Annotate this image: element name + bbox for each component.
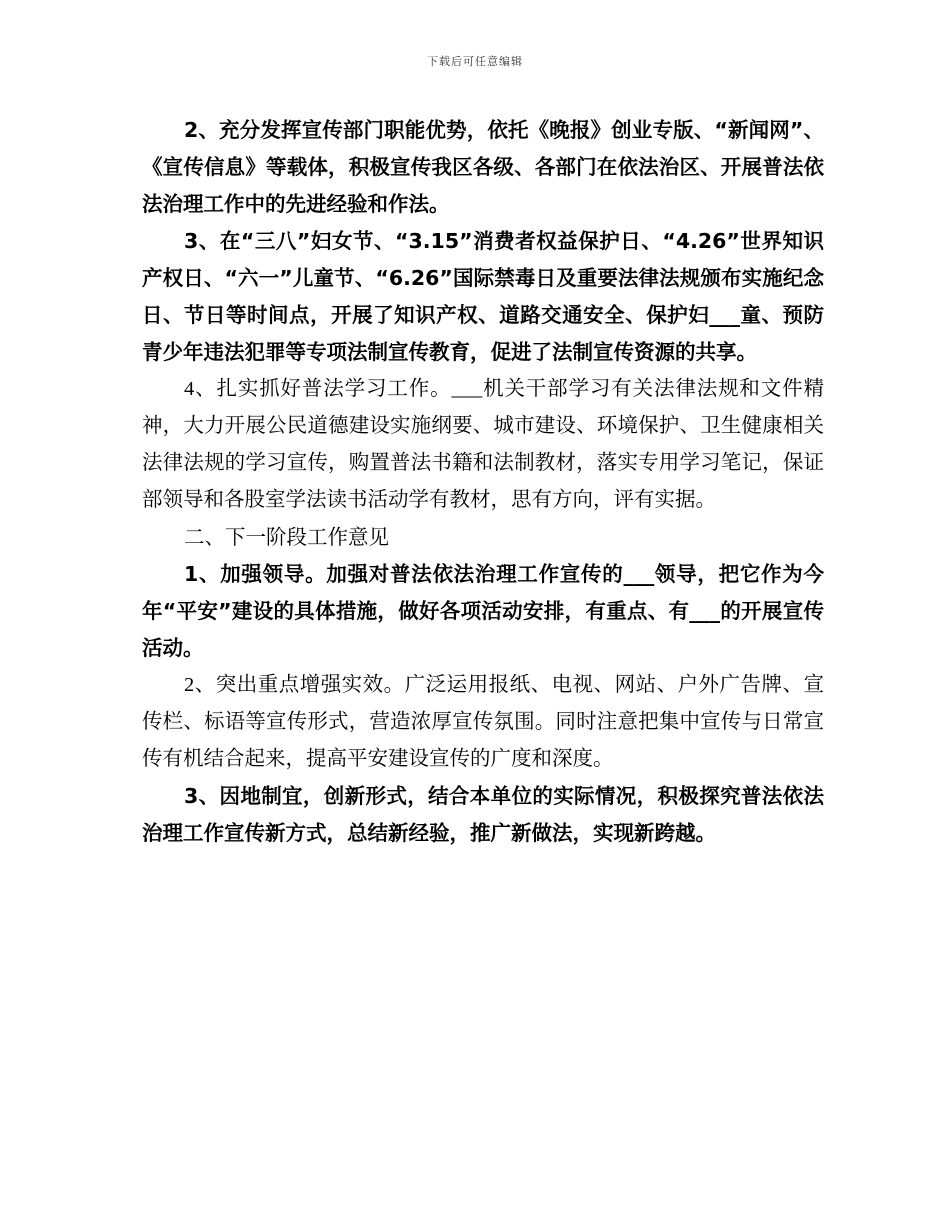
paragraph-2: 3、在“三八”妇女节、“3.15”消费者权益保护日、“4.26”世界知识产权日、“六一”儿童节、“6.26”国际禁毒日及重要法律法规颁布实施纪念日、节日等时间点，开展了知识产权、道路交通安全、保护妇___童、预防青少年违法犯罪等专项法制宣传教育，促进了法制宣传资源的共享。 — [142, 229, 824, 364]
paragraph-3 — [142, 371, 824, 519]
paragraph-7: 3、因地制宜，创新形式，结合本单位的实际情况，积极探究普法依法治理工作宣传新方式，总结新经验，推广新做法，实现新跨越。 — [142, 784, 824, 845]
paragraph-1: 2、充分发挥宣传部门职能优势，依托《晚报》创业专版、“新闻网”、《宣传信息》等载体，积极宣传我区各级、各部门在依法治区、开展普法依法治理工作中的先进经验和作法。 — [142, 118, 824, 216]
paragraph-3-body: ___机关干部学习有关法律法规和文件精神，大力开展公民道德建设实施纲要、城市建设、环境保护、卫生健康相关法律法规的学习宣传，购置普法书籍和法制教材，落实专用学习笔记，保证部领导和各股室学法读书活动学有教材，思有方向，评有实据。 — [142, 378, 825, 511]
paragraph-6 — [142, 667, 824, 778]
page-header: 下载后可任意编辑 — [427, 55, 523, 68]
document-body — [142, 112, 824, 852]
paragraph-6-body: 广泛运用报纸、电视、网站、户外广告牌、宣传栏、标语等宣传形式，营造浓厚宣传氛围。同时注意把集中宣传与日常宣传有机结合起来，提高平安建设宣传的广度和深度。 — [142, 674, 825, 770]
paragraph-5: 1、加强领导。加强对普法依法治理工作宣传的___领导，把它作为今年“平安”建设的具体措施，做好各项活动安排，有重点、有___的开展宣传活动。 — [142, 562, 824, 660]
paragraph-6-lead: 2、突出重点增强实效。 — [184, 674, 405, 696]
paragraph-3-lead: 4、扎实抓好普法学习工作。 — [184, 378, 452, 400]
section-heading: 二、下一阶段工作意见 — [184, 525, 389, 549]
